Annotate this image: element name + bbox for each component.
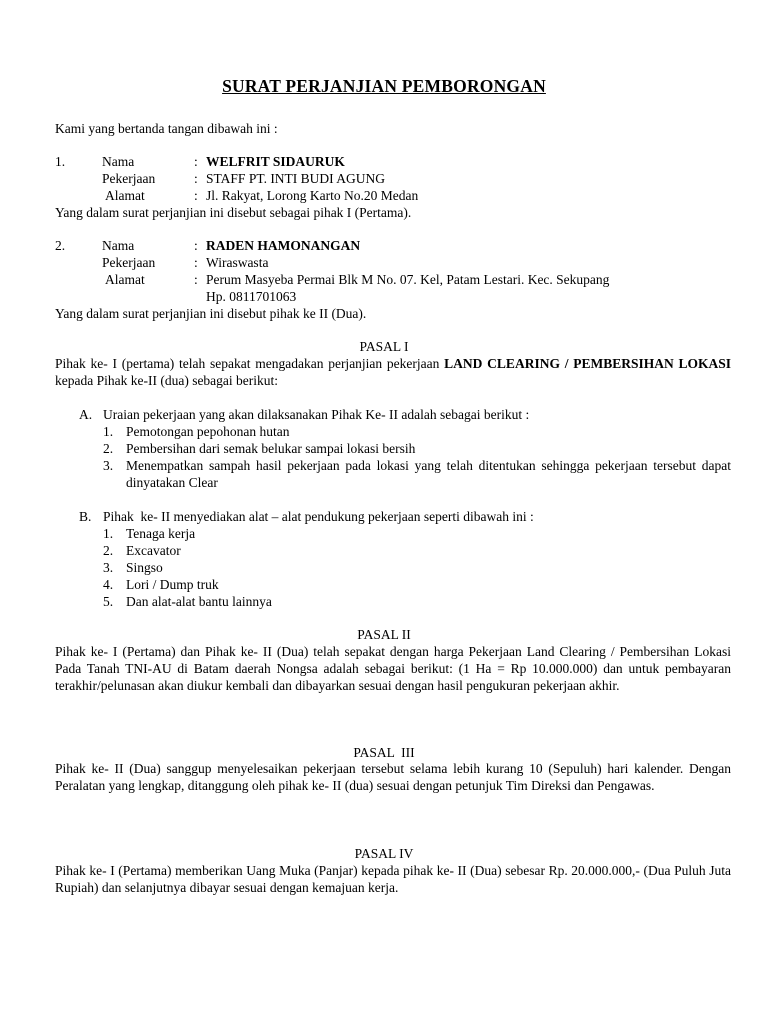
list-item: Menempatkan sampah hasil pekerjaan pada lokasi yang telah ditentukan sehingga pekerjaan tersebut dapat dinyatakan Clear	[126, 458, 731, 490]
party-1-nama-label: Nama	[102, 154, 135, 169]
party-1-number: 1.	[55, 154, 66, 169]
list-item-number: 3.	[103, 458, 114, 473]
list-item-number: 3.	[103, 560, 114, 575]
party-2-phone: Hp. 0811701063	[206, 289, 297, 304]
intro-text: Kami yang bertanda tangan dibawah ini :	[55, 121, 278, 136]
pasal-2-paragraph: Pihak ke- I (Pertama) dan Pihak ke- II (Dua) telah sepakat dengan harga Pekerjaan Land Clearing / Pembersihan Lokasi Pada Tanah TNI-AU di Batam daerah Nongsa adalah sebagai berikut: (1 Ha = Rp 10.000.000) dan untuk pembayaran terakhir/pelunasan akan diukur kembali dan dibayarkan sesuai dengan hasil pengukuran pekerjaan akhir.	[55, 644, 731, 693]
list-item-number: 1.	[103, 424, 114, 439]
section-a-text: Uraian pekerjaan yang akan dilaksanakan Pihak Ke- II adalah sebagai berikut :	[103, 407, 530, 422]
list-item-number: 1.	[103, 526, 114, 541]
pasal-1-text-start: Pihak ke- I (pertama) telah sepakat mengadakan perjanjian pekerjaan	[55, 356, 440, 371]
pasal-1-heading: PASAL I	[359, 339, 409, 354]
pasal-2-heading: PASAL II	[357, 627, 411, 642]
section-b-letter: B.	[79, 509, 92, 524]
list-item: Pembersihan dari semak belukar sampai lokasi bersih	[126, 441, 416, 456]
party-1-pekerjaan: STAFF PT. INTI BUDI AGUNG	[206, 171, 386, 186]
party-2-alamat-colon: :	[194, 272, 198, 287]
party-2-nama: RADEN HAMONANGAN	[206, 238, 361, 253]
party-1-alamat-colon: :	[194, 188, 198, 203]
pasal-3-paragraph: Pihak ke- II (Dua) sanggup menyelesaikan pekerjaan tersebut selama lebih kurang 10 (Sepuluh) hari kalender. Dengan Peralatan yang lengkap, ditanggung oleh pihak ke- II (dua) sesuai dengan petunjuk Tim Direksi dan Pengawas.	[55, 761, 731, 793]
party-2-pekerjaan-label: Pekerjaan	[102, 255, 156, 270]
party-2-pekerjaan-colon: :	[194, 255, 198, 270]
document-title: SURAT PERJANJIAN PEMBORONGAN	[222, 76, 546, 96]
party-1-pekerjaan-colon: :	[194, 171, 198, 186]
list-item: Tenaga kerja	[126, 526, 196, 541]
party-1-nama-colon: :	[194, 154, 198, 169]
pasal-1-paragraph	[55, 355, 731, 389]
party-1-alamat-label: Alamat	[105, 188, 145, 203]
list-item: Dan alat-alat bantu lainnya	[126, 594, 272, 609]
party-2-pekerjaan: Wiraswasta	[206, 255, 269, 270]
party-1-nama: WELFRIT SIDAURUK	[206, 154, 345, 169]
pasal-1-text-end: kepada Pihak ke-II (dua) sebagai berikut:	[55, 373, 279, 388]
list-item-number: 4.	[103, 577, 114, 592]
pasal-3-heading: PASAL III	[353, 745, 415, 760]
list-item-number: 5.	[103, 594, 114, 609]
party-1-closing: Yang dalam surat perjanjian ini disebut sebagai pihak I (Pertama).	[55, 205, 412, 220]
section-b-text: Pihak ke- II menyediakan alat – alat pendukung pekerjaan seperti dibawah ini :	[103, 509, 534, 524]
pasal-4-heading: PASAL IV	[354, 846, 414, 861]
list-item-number: 2.	[103, 543, 114, 558]
party-1-alamat: Jl. Rakyat, Lorong Karto No.20 Medan	[206, 188, 419, 203]
list-item: Pemotongan pepohonan hutan	[126, 424, 290, 439]
list-item-number: 2.	[103, 441, 114, 456]
pasal-4-paragraph: Pihak ke- I (Pertama) memberikan Uang Muka (Panjar) kepada pihak ke- II (Dua) sebesar Rp. 20.000.000,- (Dua Puluh Juta Rupiah) dan selanjutnya dibayar sesuai dengan kemajuan kerja.	[55, 863, 731, 895]
party-2-alamat-label: Alamat	[105, 272, 145, 287]
party-2-alamat: Perum Masyeba Permai Blk M No. 07. Kel, Patam Lestari. Kec. Sekupang	[206, 272, 610, 287]
party-2-nama-colon: :	[194, 238, 198, 253]
party-1-pekerjaan-label: Pekerjaan	[102, 171, 156, 186]
party-2-nama-label: Nama	[102, 238, 135, 253]
section-a-letter: A.	[79, 407, 93, 422]
party-2-number: 2.	[55, 238, 66, 253]
list-item: Lori / Dump truk	[126, 577, 219, 592]
list-item: Singso	[126, 560, 163, 575]
party-2-closing: Yang dalam surat perjanjian ini disebut pihak ke II (Dua).	[55, 306, 367, 321]
list-item: Excavator	[126, 543, 181, 558]
pasal-1-text-bold: LAND CLEARING / PEMBERSIHAN LOKASI	[444, 356, 732, 371]
